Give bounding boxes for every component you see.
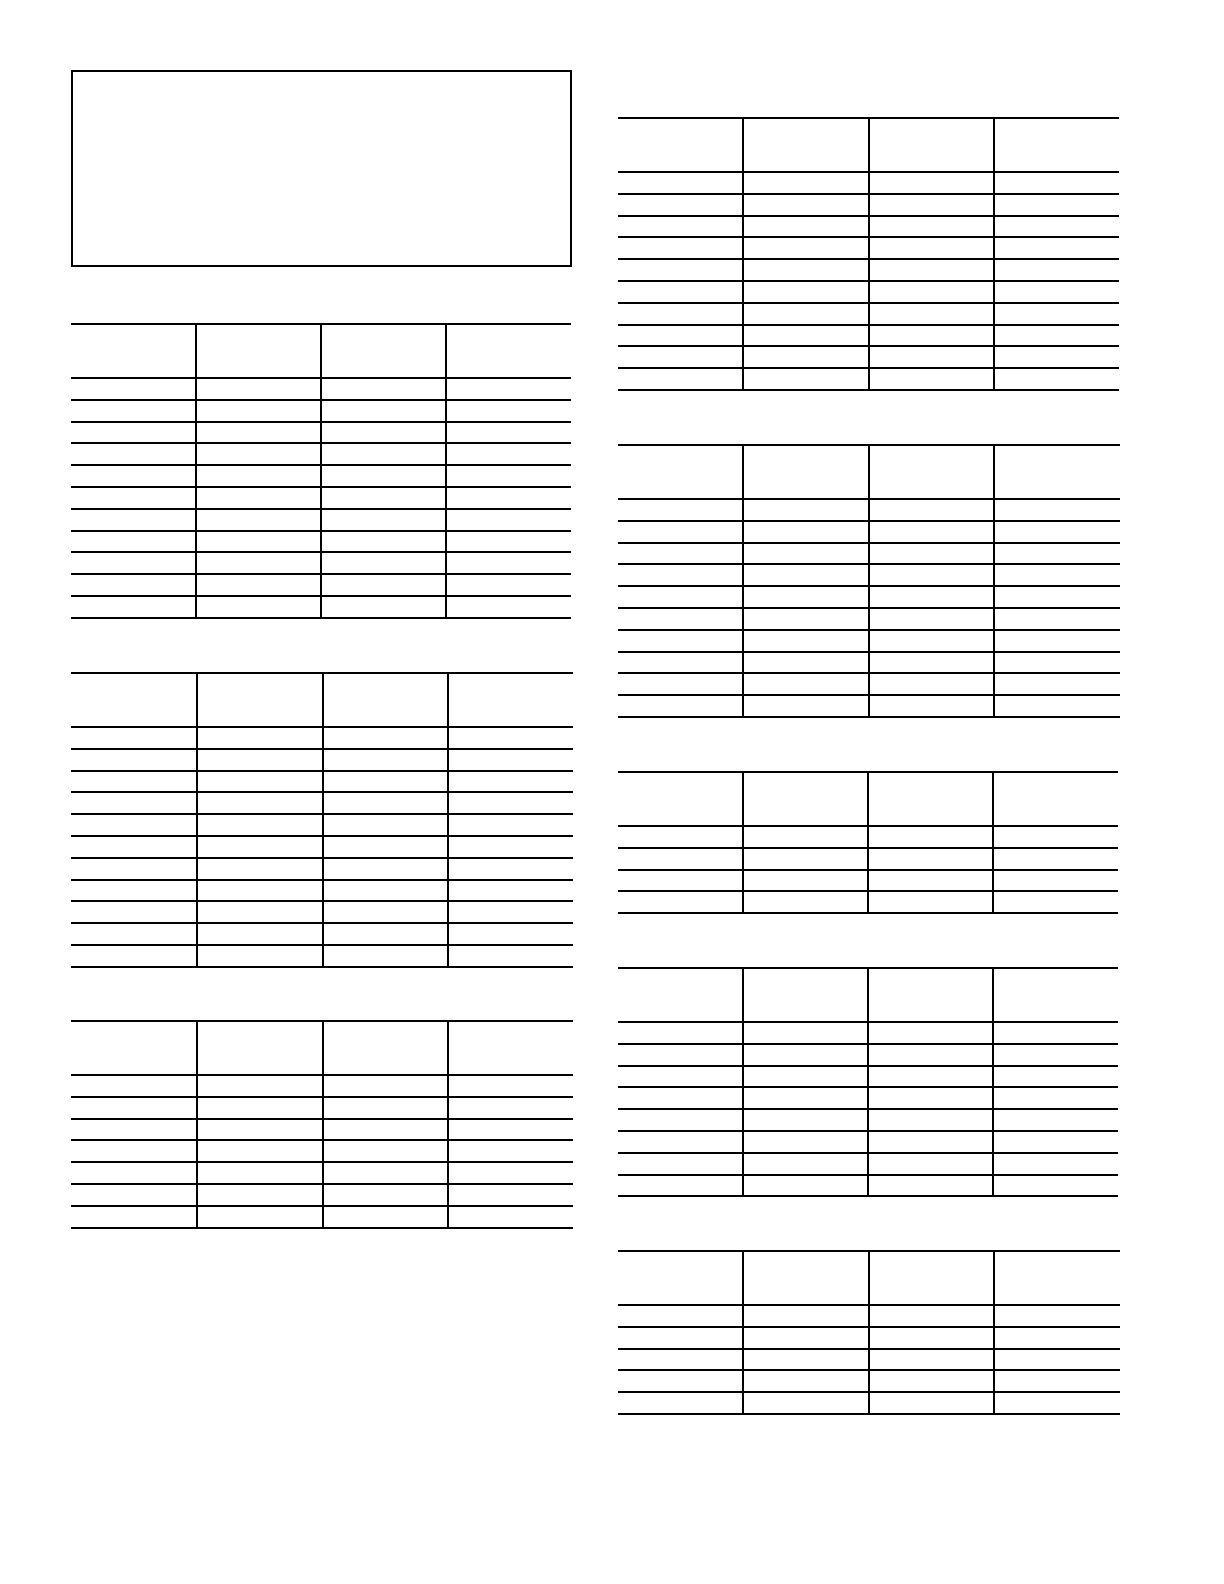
table-column-divider: [993, 117, 995, 391]
right-table-2: [618, 444, 1120, 718]
right-table-3: [618, 771, 1118, 914]
left-table-3: [71, 1020, 573, 1229]
table-column-divider: [868, 117, 870, 391]
table-column-divider: [992, 771, 994, 914]
table-column-divider: [993, 1250, 995, 1415]
left-table-1: [71, 323, 571, 619]
table-column-divider: [867, 771, 869, 914]
table-column-divider: [993, 444, 995, 718]
table-column-divider: [742, 967, 744, 1197]
table-column-divider: [992, 967, 994, 1197]
table-column-divider: [868, 1250, 870, 1415]
table-column-divider: [322, 1020, 324, 1229]
table-column-divider: [867, 967, 869, 1197]
table-column-divider: [742, 1250, 744, 1415]
table-column-divider: [742, 444, 744, 718]
empty-bordered-box: [71, 70, 572, 267]
table-column-divider: [447, 672, 449, 968]
table-column-divider: [322, 672, 324, 968]
right-table-5: [618, 1250, 1120, 1415]
table-column-divider: [196, 1020, 198, 1229]
right-table-4: [618, 967, 1118, 1197]
table-column-divider: [742, 771, 744, 914]
table-column-divider: [868, 444, 870, 718]
table-column-divider: [195, 323, 197, 619]
table-column-divider: [445, 323, 447, 619]
table-column-divider: [320, 323, 322, 619]
table-column-divider: [742, 117, 744, 391]
left-table-2: [71, 672, 573, 968]
table-column-divider: [447, 1020, 449, 1229]
table-column-divider: [196, 672, 198, 968]
right-table-1: [618, 117, 1119, 391]
